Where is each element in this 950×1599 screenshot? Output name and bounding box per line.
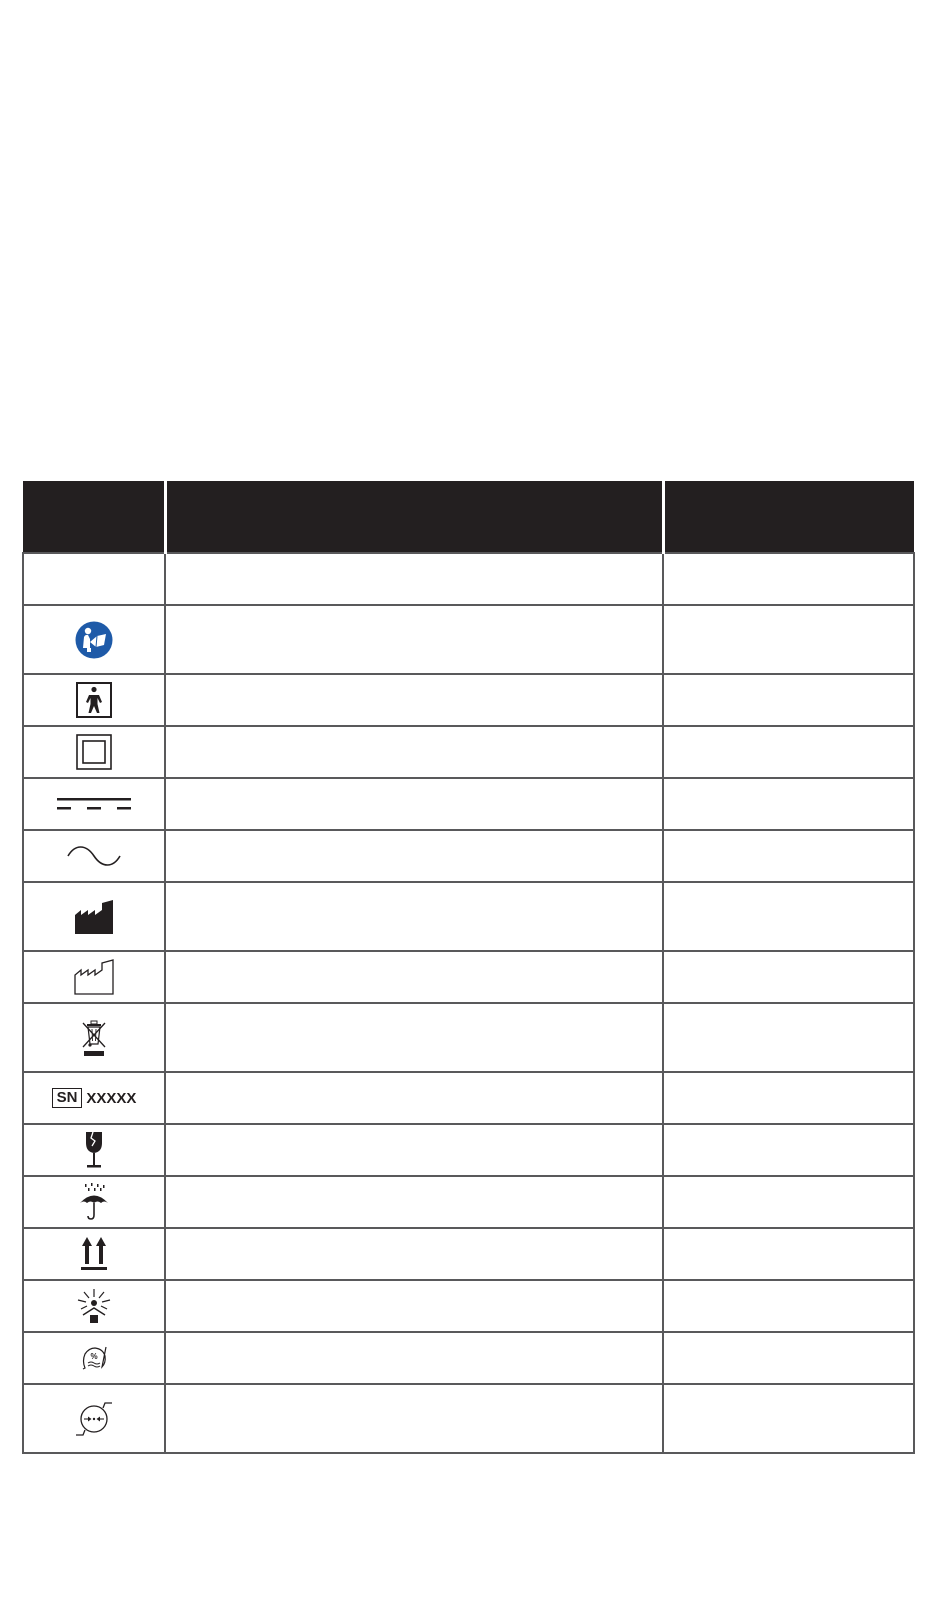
humidity-limitation-icon xyxy=(79,1343,109,1373)
standard-cell xyxy=(663,553,914,605)
symbol-cell xyxy=(23,1124,165,1176)
table-row xyxy=(23,1280,914,1332)
table-header-row xyxy=(23,481,914,553)
description-cell xyxy=(165,1072,663,1124)
standard-cell xyxy=(663,1228,914,1280)
atmospheric-pressure-limitation-icon xyxy=(74,1399,114,1439)
standard-cell xyxy=(663,1280,914,1332)
symbol-cell xyxy=(23,674,165,726)
date-of-manufacture-icon xyxy=(74,959,114,995)
symbol-cell xyxy=(23,553,165,605)
table-row xyxy=(23,605,914,674)
symbol-cell xyxy=(23,1332,165,1384)
table-row xyxy=(23,1176,914,1228)
keep-away-from-sunlight-icon xyxy=(75,1287,113,1325)
standard-cell xyxy=(663,1384,914,1453)
table-row xyxy=(23,1228,914,1280)
symbol-cell xyxy=(23,1280,165,1332)
svg-text:%: % xyxy=(90,1352,98,1361)
standard-cell xyxy=(663,882,914,951)
symbol-cell xyxy=(23,951,165,1003)
standard-cell xyxy=(663,674,914,726)
description-cell xyxy=(165,951,663,1003)
description-cell xyxy=(165,1332,663,1384)
weee-disposal-icon xyxy=(81,1019,107,1057)
symbol-cell xyxy=(23,1176,165,1228)
symbol-cell xyxy=(23,882,165,951)
symbol-cell xyxy=(23,1072,165,1124)
class-ii-equipment-icon xyxy=(76,734,112,770)
symbol-cell xyxy=(23,1003,165,1072)
table-row xyxy=(23,674,914,726)
symbol-cell xyxy=(23,726,165,778)
table-row xyxy=(23,830,914,882)
standard-cell xyxy=(663,830,914,882)
description-cell xyxy=(165,553,663,605)
table-row xyxy=(23,1332,914,1384)
standard-cell xyxy=(663,605,914,674)
description-cell xyxy=(165,830,663,882)
symbol-cell xyxy=(23,830,165,882)
read-instructions-icon xyxy=(75,621,113,659)
symbols-table-container xyxy=(22,481,913,1454)
direct-current-icon xyxy=(57,796,131,812)
header-description xyxy=(165,481,663,553)
table-row xyxy=(23,726,914,778)
description-cell xyxy=(165,674,663,726)
standard-cell xyxy=(663,951,914,1003)
table-row xyxy=(23,1072,914,1124)
standard-cell xyxy=(663,1124,914,1176)
table-row xyxy=(23,882,914,951)
description-cell xyxy=(165,1124,663,1176)
serial-number-label: SN xyxy=(52,1088,83,1108)
serial-number-icon xyxy=(52,1088,137,1108)
symbol-cell xyxy=(23,605,165,674)
header-symbol xyxy=(23,481,165,553)
symbol-cell xyxy=(23,1384,165,1453)
table-row xyxy=(23,553,914,605)
standard-cell xyxy=(663,1176,914,1228)
standard-cell xyxy=(663,726,914,778)
type-bf-applied-part-icon xyxy=(76,682,112,718)
header-standard xyxy=(663,481,914,553)
standard-cell xyxy=(663,1332,914,1384)
this-way-up-icon xyxy=(80,1236,108,1272)
standard-cell xyxy=(663,1003,914,1072)
description-cell xyxy=(165,1003,663,1072)
description-cell xyxy=(165,778,663,830)
keep-dry-icon xyxy=(79,1183,109,1221)
description-cell xyxy=(165,1176,663,1228)
description-cell xyxy=(165,1228,663,1280)
table-row xyxy=(23,778,914,830)
table-row xyxy=(23,1124,914,1176)
table-row xyxy=(23,1003,914,1072)
table-row xyxy=(23,951,914,1003)
standard-cell xyxy=(663,778,914,830)
symbols-table xyxy=(22,481,915,1454)
description-cell xyxy=(165,1384,663,1453)
fragile-icon xyxy=(84,1131,104,1169)
table-row xyxy=(23,1384,914,1453)
alternating-current-icon xyxy=(67,846,121,866)
description-cell xyxy=(165,882,663,951)
description-cell xyxy=(165,726,663,778)
symbol-cell xyxy=(23,1228,165,1280)
symbol-cell xyxy=(23,778,165,830)
manufacturer-icon xyxy=(74,899,114,935)
serial-number-value: XXXXX xyxy=(86,1089,137,1107)
description-cell xyxy=(165,1280,663,1332)
standard-cell xyxy=(663,1072,914,1124)
description-cell xyxy=(165,605,663,674)
